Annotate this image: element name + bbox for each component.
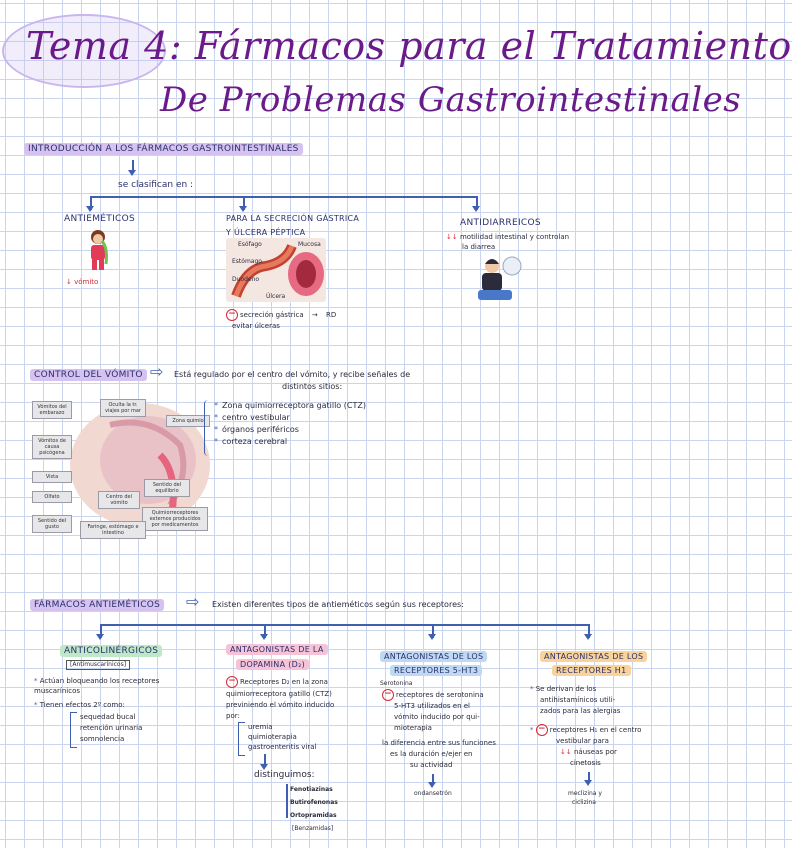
- vomito-desc-2: distintos sitios:: [282, 382, 343, 391]
- anticolinergicos-item-2: [34, 700, 125, 710]
- 5ht3-desc-2: 5-HT3 utilizados en el: [394, 702, 470, 710]
- page-title: Tema 4: Fármacos para el Tratamiento: [26, 24, 792, 68]
- diagram-label: Faringe, estómago e intestino: [80, 521, 146, 539]
- type-text: Ortopramidas: [290, 812, 337, 819]
- h1-rec-2: vestibular para: [556, 737, 609, 745]
- effect-item: retención urinaria: [80, 724, 143, 732]
- decrease-icon: −: [536, 724, 548, 736]
- desc-text: receptores de serotonina: [396, 691, 484, 699]
- page-subtitle: De Problemas Gastrointestinales: [160, 80, 742, 120]
- img-label: Úlcera: [266, 293, 286, 300]
- vomito-header: CONTROL DEL VÓMITO: [30, 370, 147, 380]
- arrow-down-icon: [584, 634, 592, 640]
- img-label: Esófago: [238, 241, 262, 248]
- cause-item: gastroenteritis viral: [248, 743, 317, 751]
- 5ht3-label-1: ANTAGONISTAS DE LOS: [380, 652, 487, 661]
- list-item: * centro vestibular: [214, 412, 366, 424]
- effect-item: somnolencia: [80, 735, 125, 743]
- diagram-label: Olfato: [32, 491, 72, 503]
- cause-item: uremia: [248, 723, 273, 731]
- bullet-icon: *: [530, 685, 536, 693]
- dopamina-label-2: DOPAMINA (D₂): [236, 660, 309, 669]
- branch-line: [90, 196, 478, 198]
- diagram-label: Vista: [32, 471, 72, 483]
- antiemeticos-label: ANTIEMÉTICOS: [64, 214, 136, 224]
- arrow-right-icon: ⇨: [150, 362, 164, 381]
- bracket: [238, 722, 245, 756]
- bullet-icon: *: [530, 726, 536, 734]
- dopamina-label-1: ANTAGONISTAS DE LA: [226, 645, 328, 654]
- decrease-arrows-icon: ↓↓: [446, 233, 458, 241]
- list-item: * órganos periféricos: [214, 424, 366, 436]
- vomito-signal-list: [214, 400, 366, 448]
- diagram-label: Zona quimio: [166, 415, 210, 427]
- img-label: Estómago: [232, 258, 262, 265]
- diagram-label: Oculta la tr. viajes por mar: [100, 399, 146, 417]
- 5ht3-diff-1: la diferencia entre sus funciones: [382, 739, 496, 747]
- rec-text: náuseas por: [573, 748, 617, 756]
- 5ht3-label-2: RECEPTORES 5-HT3: [390, 666, 482, 675]
- note-result: RD: [326, 311, 337, 319]
- 5ht3-pre: Serotonina: [380, 680, 413, 687]
- 5ht3-desc-3: vómito inducido por qui-: [394, 713, 480, 721]
- note-text: secreción gástrica: [240, 311, 304, 319]
- antidiarreicos-label: ANTIDIARREICOS: [460, 218, 541, 228]
- h1-label-2: RECEPTORES H1: [552, 666, 631, 675]
- type-item: [290, 786, 333, 794]
- desc-text: Receptores D₂ en la zona: [240, 678, 328, 686]
- dopamina-desc-1: [226, 676, 328, 688]
- antidiarreicos-desc-2: la diarrea: [462, 243, 496, 251]
- arrow-down-icon: [584, 780, 592, 786]
- anticolinergicos-label: ANTICOLINÉRGICOS: [60, 646, 162, 656]
- secrecion-label-1: PARA LA SECRECIÓN GÁSTRICA: [226, 214, 360, 223]
- brace: [204, 400, 209, 456]
- stomach-ache-illustration: [470, 254, 526, 304]
- arrow-down-icon: [472, 206, 480, 212]
- anticolinergicos-sub: [Antimuscarínicos]: [66, 660, 130, 670]
- list-item: * corteza cerebral: [214, 436, 366, 448]
- h1-label-1: ANTAGONISTAS DE LOS: [540, 652, 647, 661]
- arrow-down-icon: [260, 634, 268, 640]
- connector: [286, 784, 288, 818]
- h1-footer-2: ciclizina: [572, 799, 596, 806]
- diagram-label: Sentido del equilibrio: [144, 479, 190, 497]
- branch-line: [100, 624, 590, 626]
- h1-rec-3: [560, 747, 617, 757]
- type-item: [290, 799, 338, 807]
- type-text: Butirofenonas: [290, 799, 338, 806]
- h1-rec-4: cinetosis: [570, 759, 601, 767]
- type-note: [Benzamidas]: [292, 825, 334, 832]
- diagram-label: Quimiorreceptores externos producidos por medicamentos: [142, 507, 208, 531]
- item-text: Tienen efectos 2º como:: [39, 701, 125, 709]
- farmacos-header: FÁRMACOS ANTIEMÉTICOS: [30, 600, 164, 610]
- desc-text: motilidad intestinal y controlan: [459, 233, 570, 241]
- h1-footer-1: meclizina y: [568, 790, 602, 797]
- h1-rec-1: [530, 724, 641, 736]
- intro-header: INTRODUCCIÓN A LOS FÁRMACOS GASTROINTESTINALES: [24, 144, 303, 154]
- item-text: Actúan bloqueando los receptores muscarínicos: [34, 677, 160, 695]
- stomach-ulcer-image: [226, 238, 326, 302]
- list-item: * Zona quimiorreceptora gatillo (CTZ): [214, 400, 366, 412]
- 5ht3-diff-3: su actividad: [410, 761, 453, 769]
- diagram-label: Sentido del gusto: [32, 515, 72, 533]
- 5ht3-footer: ondansetrón: [414, 790, 452, 797]
- antidiarreicos-desc-1: [446, 232, 569, 242]
- decrease-icon: −: [226, 676, 238, 688]
- arrow-right-icon: →: [311, 311, 318, 319]
- decrease-icon: −: [226, 309, 238, 321]
- vomiting-control-diagram: [30, 395, 210, 543]
- bullet-icon: *: [34, 701, 40, 709]
- dopamina-desc-3: previniendo el vómito inducido: [226, 701, 335, 709]
- arrow-down-icon: [128, 170, 136, 176]
- vomito-desc-1: Está regulado por el centro del vómito, y recibe señales de: [174, 370, 411, 379]
- arrow-down-icon: [428, 634, 436, 640]
- vomiting-girl-illustration: [80, 228, 116, 272]
- h1-item-2: antihistamínicos utili-: [540, 696, 616, 704]
- secrecion-note-1: [226, 309, 336, 321]
- anticolinergicos-item-1: [34, 676, 194, 696]
- arrow-down-icon: [239, 206, 247, 212]
- arrow-down-icon: [96, 634, 104, 640]
- img-label: Mucosa: [298, 241, 321, 248]
- distinguimos-text: distinguimos:: [254, 770, 315, 780]
- dopamina-desc-2: quimiorreceptora gatillo (CTZ): [226, 690, 332, 698]
- item-text: Se derivan de los: [535, 685, 597, 693]
- rec-text: receptores H₁ en el centro: [549, 726, 642, 734]
- type-item: [290, 812, 337, 820]
- arrow-right-icon: ⇨: [186, 592, 200, 611]
- 5ht3-desc-1: [382, 689, 484, 701]
- dopamina-desc-4: por:: [226, 712, 240, 720]
- diagram-label: Vómitos del embarazo: [32, 401, 72, 419]
- decrease-arrows-icon: ↓↓: [560, 748, 574, 756]
- 5ht3-diff-2: es la duración e/ejer en: [390, 750, 473, 758]
- bracket: [70, 712, 77, 748]
- arrow-down-icon: [428, 782, 436, 788]
- 5ht3-desc-4: mioterapia: [394, 724, 432, 732]
- diagram-label: Centro del vómito: [98, 491, 140, 509]
- bullet-icon: *: [34, 677, 40, 685]
- h1-item-3: zados para las alergias: [540, 707, 621, 715]
- img-label: Duodeno: [232, 276, 260, 283]
- classify-text: se clasifican en :: [118, 180, 194, 190]
- farmacos-desc: Existen diferentes tipos de antieméticos según sus receptores:: [212, 600, 464, 609]
- arrow-down-icon: [86, 206, 94, 212]
- effect-item: sequedad bucal: [80, 713, 136, 721]
- secrecion-label-2: Y ÚLCERA PÉPTICA: [226, 228, 306, 237]
- antiemeticos-caption: ↓ vómito: [66, 278, 99, 286]
- decrease-icon: −: [382, 689, 394, 701]
- diagram-label: Vómitos de causa psicógena: [32, 435, 72, 459]
- cause-item: quimioterapia: [248, 733, 297, 741]
- type-text: Fenotiazinas: [290, 786, 333, 793]
- secrecion-note-2: evitar úlceras: [232, 322, 280, 330]
- h1-item-1: [530, 684, 596, 694]
